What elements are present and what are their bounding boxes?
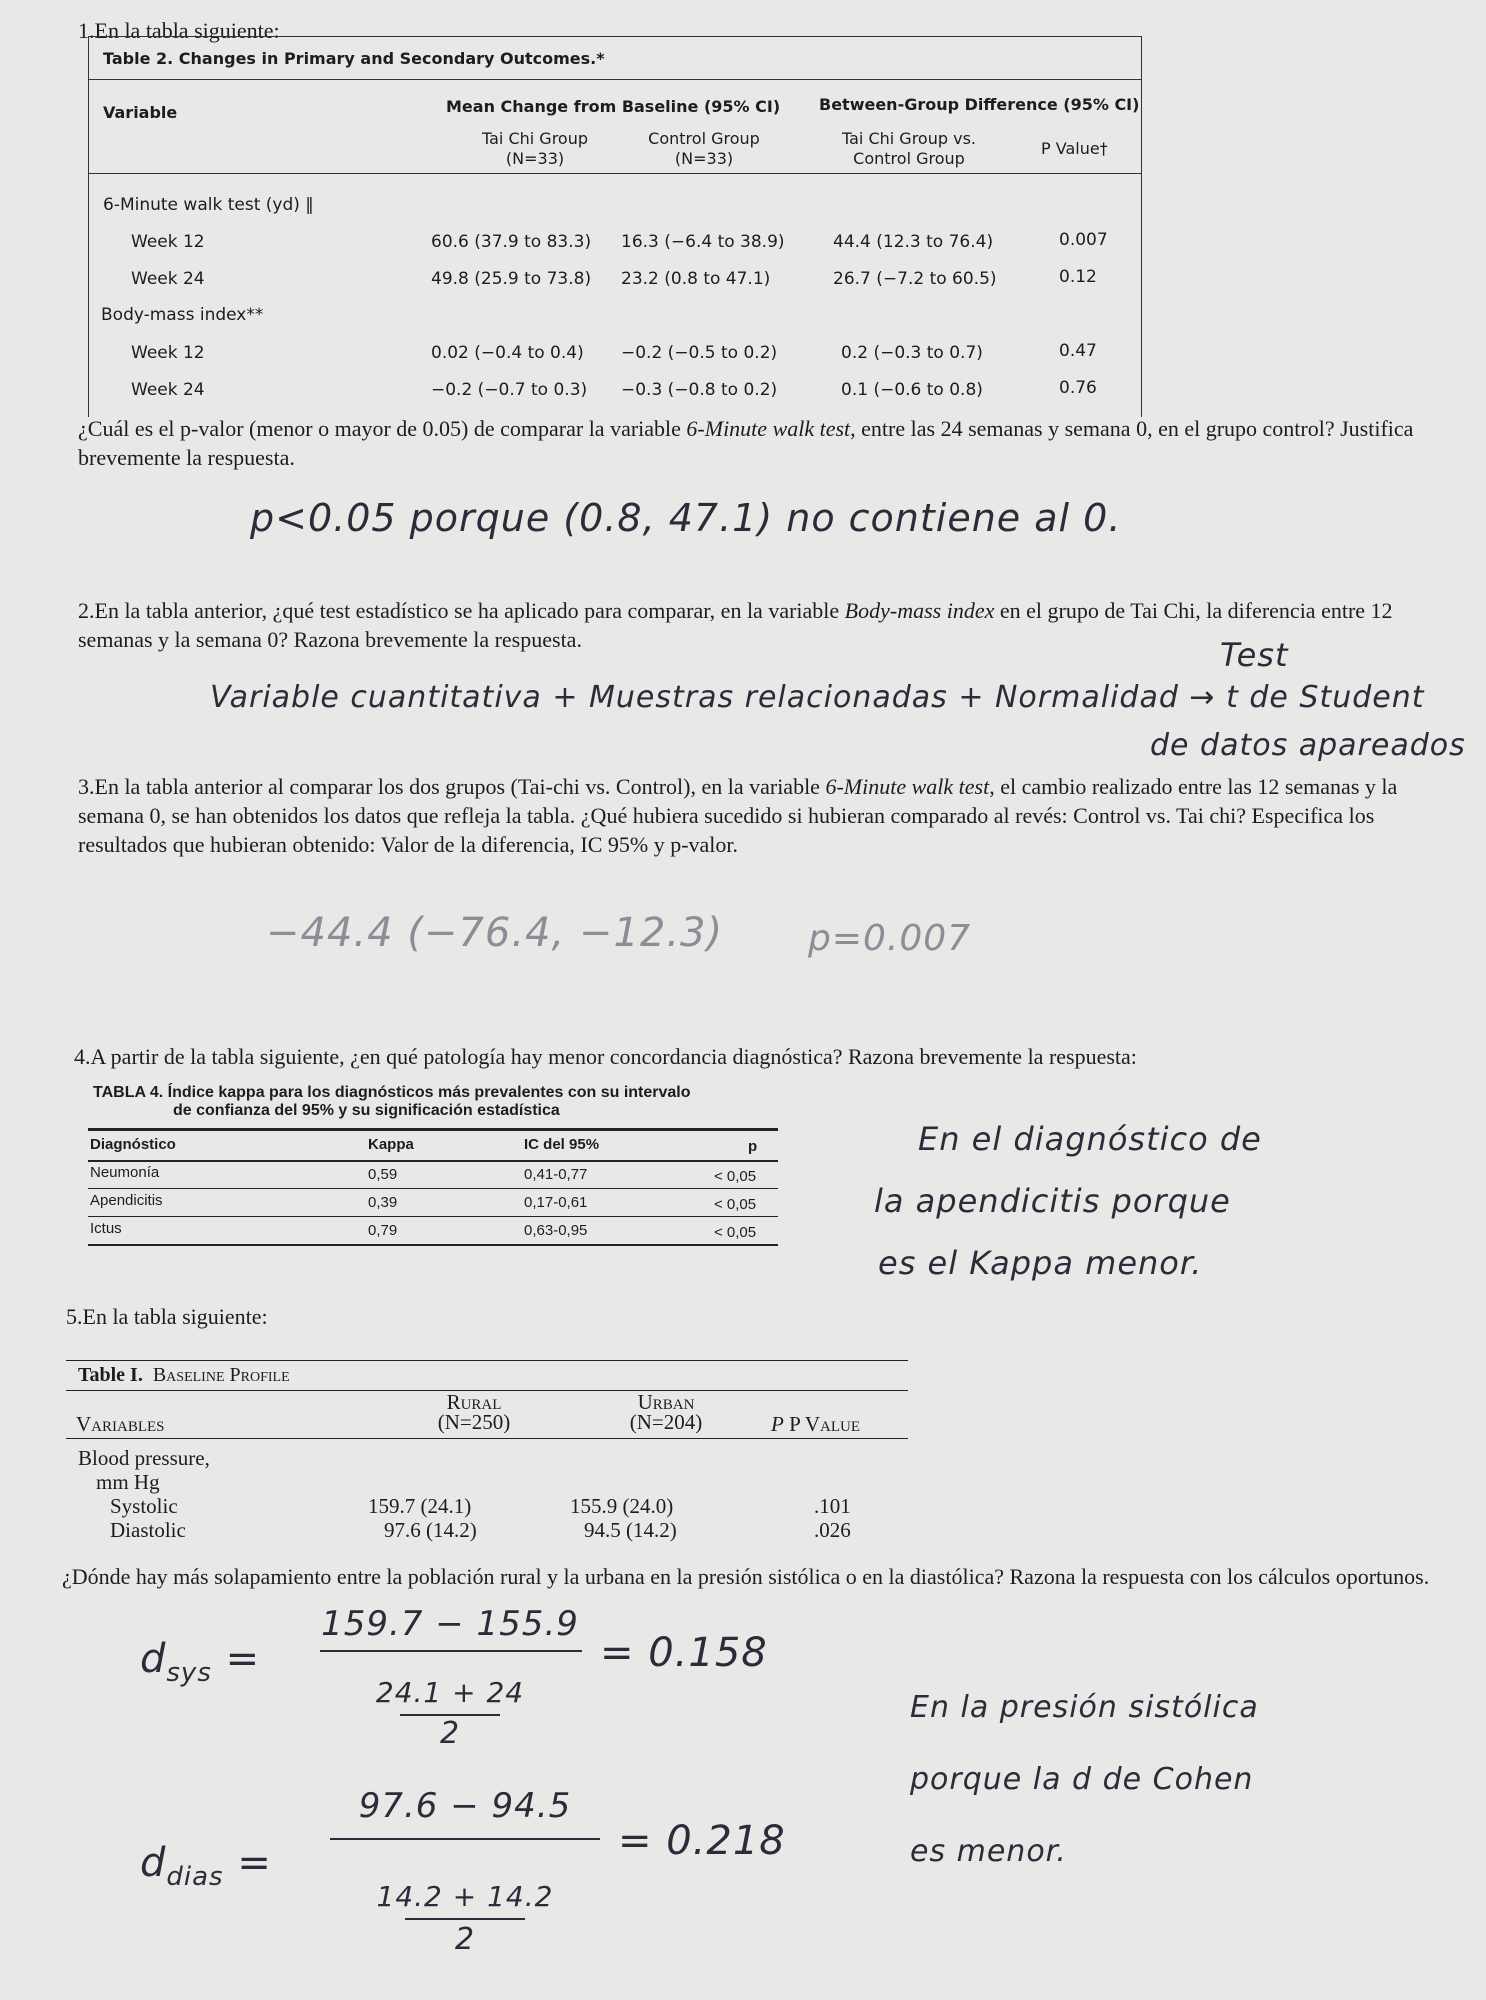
cell: 0,41-0,77 [524,1166,588,1183]
cell: < 0,05 [714,1196,757,1213]
calc-dias-fraction-bar [330,1838,600,1840]
q1-answer: p<0.05 porque (0.8, 47.1) no contiene al 0. [250,496,1122,540]
calc-sys-den-bottom: 2 [439,1716,461,1751]
table-i [66,1360,908,1550]
header-ic95: IC del 95% [524,1136,600,1153]
cell: 0.76 [1059,378,1097,398]
calc-sys-numerator: 159.7 − 155.9 [321,1604,579,1644]
cell: 0,79 [368,1222,398,1239]
col-between: Tai Chi Group vs. Control Group [842,129,976,168]
cell: 26.7 (−7.2 to 60.5) [833,269,997,289]
cell: −0.3 (−0.8 to 0.2) [621,380,778,400]
table-2-caption: Table 2. Changes in Primary and Secondary Outcomes.* [103,49,605,68]
group-label: Blood pressure, [78,1446,210,1470]
col-p-value: P Value† [1041,139,1108,158]
row-systolic-label: Systolic [110,1494,178,1518]
q5-question: ¿Dónde hay más solapamiento entre la población rural y la urbana en la presión sistólica o en la diastólica? Razona la respuesta con los cálculos oportunos. [62,1564,1430,1589]
header-between-group: Between-Group Difference (95% CI) [819,95,1140,114]
calc-sys-result: = 0.158 [600,1630,768,1676]
cell: 0.2 (−0.3 to 0.7) [841,343,983,363]
cell: 0,63-0,95 [524,1222,588,1239]
section-walk-test: 6-Minute walk test (yd) ‖ [103,195,314,215]
header-variable: Variable [103,103,178,122]
q2-answer-test: Test [1220,636,1289,674]
cell: 0,59 [368,1166,398,1183]
cell: 0.007 [1059,230,1108,250]
calc-sys-fraction-bar [320,1650,582,1652]
cell: 94.5 (14.2) [584,1518,677,1542]
cell: .026 [814,1518,851,1542]
q1-question: ¿Cuál es el p-valor (menor o mayor de 0.05) de comparar la variable 6-Minute walk test, entre las 24 semanas y semana 0, en el grupo control? Justifica brevemente la respuesta. [78,416,1414,470]
calc-sys-den-top: 24.1 + 24 [375,1676,525,1709]
q2-answer-tail: de datos apareados [1150,728,1466,763]
cell: 97.6 (14.2) [384,1518,477,1542]
q3-question: 3.En la tabla anterior al comparar los dos grupos (Tai-chi vs. Control), en la variable 6-Minute walk test, el cambio realizado entre las 12 semanas y la semana 0, se han obtenidos los datos que refleja la tabla. ¿Qué hubiera sucedido si hubieran comparado al revés: Control vs. Tai chi? Especifica los resultados que hubieran obtenido: Valor de la diferencia, IC 95% y p-valor. [78,774,1398,857]
section-bmi: Body-mass index** [101,305,264,325]
q2-question: 2.En la tabla anterior, ¿qué test estadístico se ha aplicado para comparar, en la variable Body-mass index en el grupo de Tai Chi, la diferencia entre 12 semanas y la semana 0? Razona brevemente la respuesta. [78,598,1393,652]
cell: < 0,05 [714,1224,757,1241]
cell: 49.8 (25.9 to 73.8) [431,269,592,289]
cell: Apendicitis [90,1192,163,1209]
header-p: p [748,1138,758,1155]
q5-answer: En la presión sistólica porque la d de Cohen es menor. [910,1690,1259,1869]
group-unit: mm Hg [96,1470,160,1494]
q3-answer-diff: −44.4 (−76.4, −12.3) [266,910,724,956]
table-4-title: TABLA 4. Índice kappa para los diagnósticos más prevalentes con su intervalo de confianza del 95% y su significación estadística [93,1084,691,1119]
row-bmi-week24-label: Week 24 [131,380,205,400]
row-walk-week24-label: Week 24 [131,269,205,289]
cell: 60.6 (37.9 to 83.3) [431,232,592,252]
row-diastolic-label: Diastolic [110,1518,186,1542]
col-taichi: Tai Chi Group (N=33) [481,129,588,168]
col-p-value: P P Value [771,1412,861,1436]
table-i-caption: Table I. Baseline Profile [78,1364,290,1386]
cell: 159.7 (24.1) [368,1494,472,1518]
cell: Ictus [90,1220,122,1237]
q3-answer-p: p=0.007 [808,918,972,959]
calc-dias-den-bottom: 2 [454,1922,476,1957]
col-urban: Urban (N=204) [629,1390,703,1434]
calc-dias-den-bar [405,1918,525,1920]
cell: 0,17-0,61 [524,1194,588,1211]
col-control: Control Group (N=33) [648,129,760,168]
col-variables: Variables [76,1412,165,1436]
calc-dias-label: $d_{dias}$ = [140,1840,272,1892]
cell: −0.2 (−0.5 to 0.2) [621,343,778,363]
cell: 0.12 [1059,267,1097,287]
row-bmi-week12-label: Week 12 [131,343,205,363]
cell: 0.47 [1059,341,1097,361]
cell: 0.02 (−0.4 to 0.4) [431,343,584,363]
cell: −0.2 (−0.7 to 0.3) [431,380,588,400]
header-diagnostico: Diagnóstico [90,1136,176,1153]
cell: 16.3 (−6.4 to 38.9) [621,232,785,252]
cell: Neumonía [90,1164,160,1181]
q4-question: 4.A partir de la tabla siguiente, ¿en qué patología hay menor concordancia diagnóstica? Razona brevemente la respuesta: [74,1044,1137,1069]
calc-dias-den-top: 14.2 + 14.2 [376,1880,554,1913]
cell: 0,39 [368,1194,398,1211]
header-mean-change: Mean Change from Baseline (95% CI) [446,97,781,116]
q4-answer: En el diagnóstico de la apendicitis porque es el Kappa menor. [874,1120,1262,1282]
cell: 23.2 (0.8 to 47.1) [621,269,771,289]
cell: 44.4 (12.3 to 76.4) [833,232,994,252]
calc-dias-numerator: 97.6 − 94.5 [358,1786,572,1826]
cell: .101 [814,1494,851,1518]
cell: 155.9 (24.0) [570,1494,674,1518]
q2-answer-main: Variable cuantitativa + Muestras relacionadas + Normalidad → t de Student [210,680,1425,715]
col-rural: Rural (N=250) [437,1390,511,1434]
calc-dias-result: = 0.218 [618,1818,786,1864]
row-walk-week12-label: Week 12 [131,232,205,252]
q1-intro: 1.En la tabla siguiente: [78,18,280,43]
calc-sys-label: $d_{sys}$ = [140,1636,261,1688]
cell: 0.1 (−0.6 to 0.8) [841,380,983,400]
table-2 [88,36,1142,417]
cell: < 0,05 [714,1168,757,1185]
header-kappa: Kappa [368,1136,414,1153]
q5-intro: 5.En la tabla siguiente: [66,1304,268,1329]
